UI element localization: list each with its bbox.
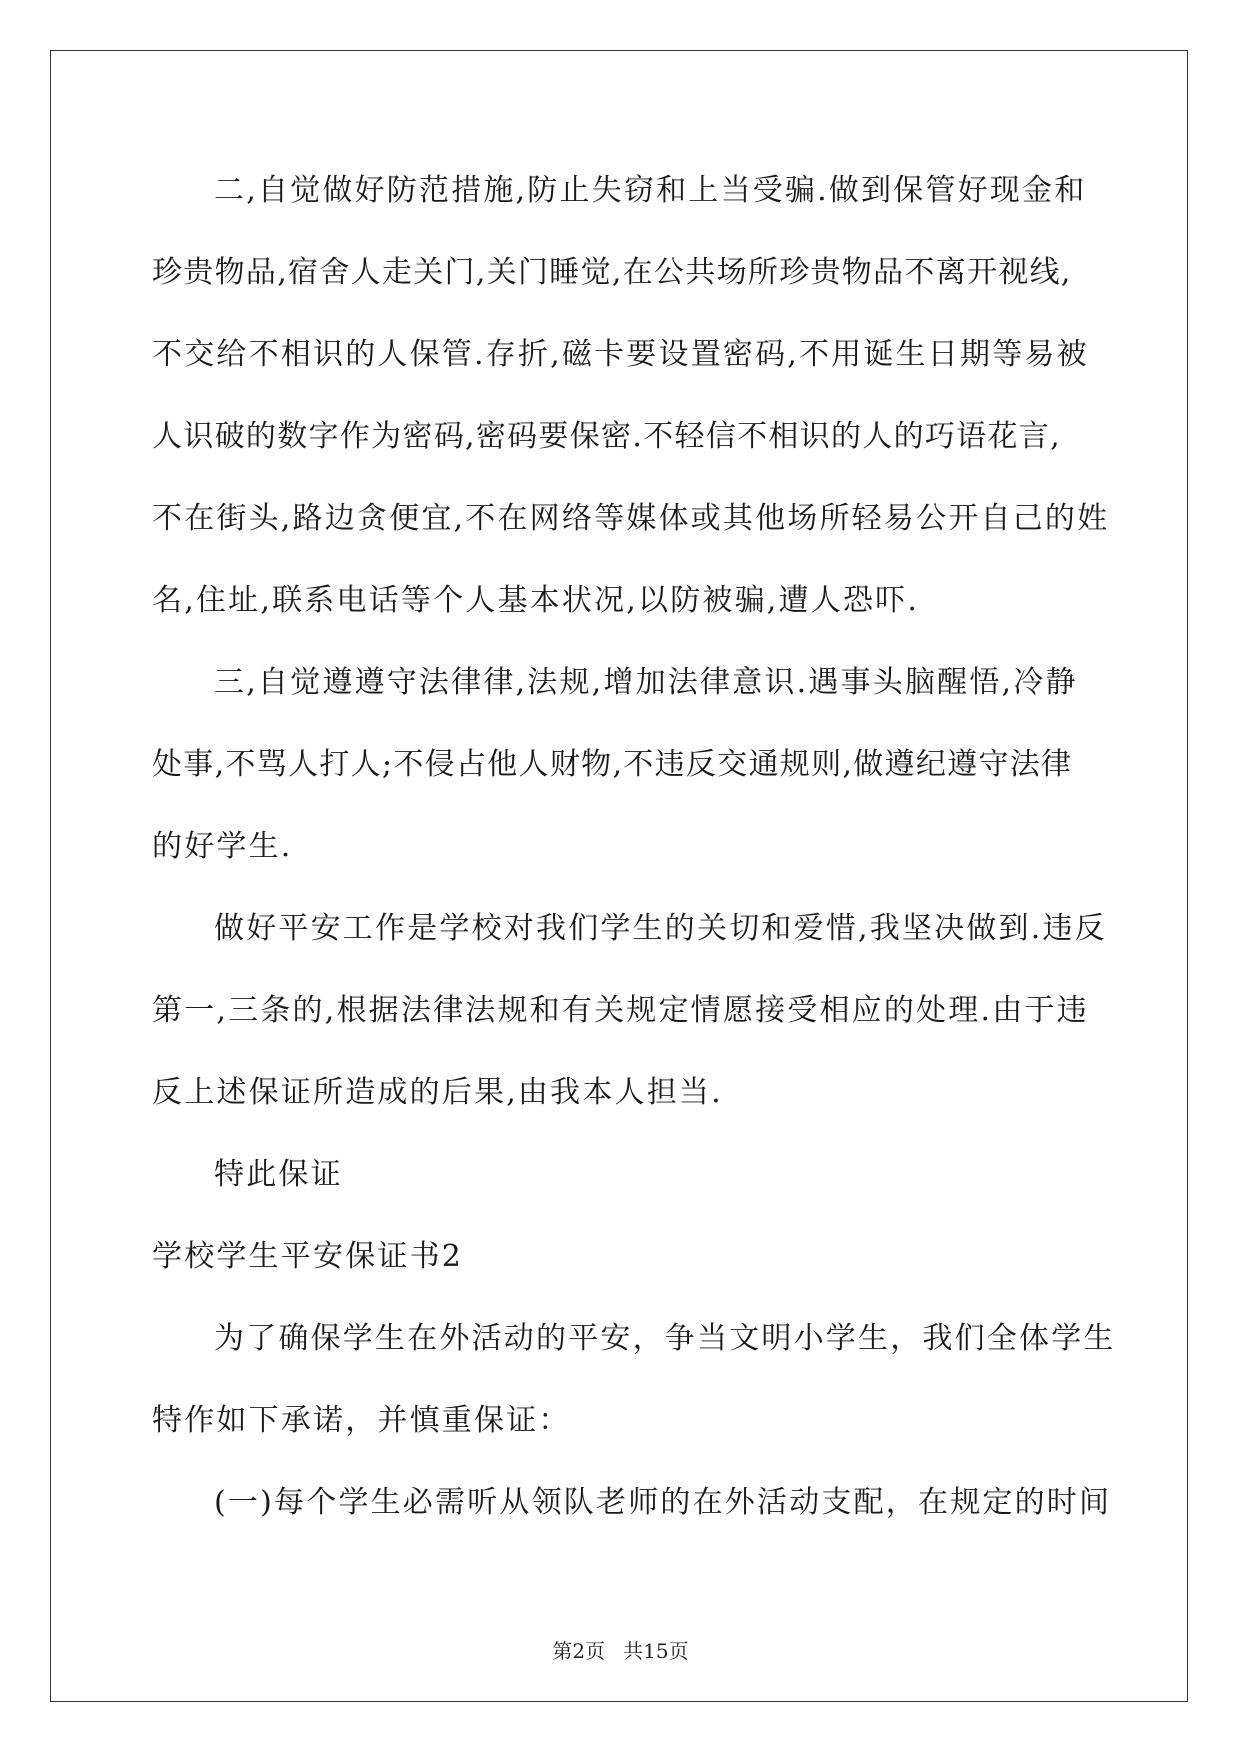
section-heading: 学校学生平安保证书2: [152, 1239, 464, 1274]
paragraph-line: 珍贵物品,宿舍人走关门,关门睡觉,在公共场所珍贵物品不离开视线,: [152, 255, 1072, 290]
paragraph-line: 不在街头,路边贪便宜,不在网络等媒体或其他场所轻易公开自己的姓: [152, 501, 1110, 536]
paragraph-line: 不交给不相识的人保管.存折,磁卡要设置密码,不用诞生日期等易被: [152, 337, 1089, 372]
paragraph-line: 三,自觉遵遵守法律律,法规,增加法律意识.遇事头脑醒悟,冷静: [214, 665, 1078, 700]
document-body: [152, 165, 1116, 1559]
paragraph-line: 第一,三条的,根据法律法规和有关规定情愿接受相应的处理.由于违: [152, 993, 1089, 1028]
paragraph-line: 人识破的数字作为密码,密码要保密.不轻信不相识的人的巧语花言,: [152, 419, 1061, 454]
paragraph-line: (一)每个学生必需听从领队老师的在外活动支配，在规定的时间: [214, 1485, 1112, 1520]
page-footer: [0, 1635, 1241, 1664]
paragraph-line: 处事,不骂人打人;不侵占他人财物,不违反交通规则,做遵纪遵守法律: [152, 747, 1073, 782]
paragraph-line: 特作如下承诺，并慎重保证：: [152, 1403, 571, 1438]
paragraph-line: 做好平安工作是学校对我们学生的关切和爱惜,我坚决做到.违反: [214, 911, 1107, 946]
paragraph-line: 二,自觉做好防范措施,防止失窃和上当受骗.做到保管好现金和: [214, 173, 1087, 208]
paragraph-line: 反上述保证所造成的后果,由我本人担当.: [152, 1075, 723, 1110]
page-number: 第2页: [552, 1639, 606, 1663]
paragraph-line: 为了确保学生在外活动的平安，争当文明小学生，我们全体学生: [214, 1321, 1116, 1356]
page-total: 共15页: [623, 1639, 689, 1663]
paragraph-line: 的好学生.: [152, 829, 293, 864]
paragraph-line: 名,住址,联系电话等个人基本状况,以防被骗,遭人恐吓.: [152, 583, 920, 618]
closing-line: 特此保证: [214, 1157, 343, 1192]
